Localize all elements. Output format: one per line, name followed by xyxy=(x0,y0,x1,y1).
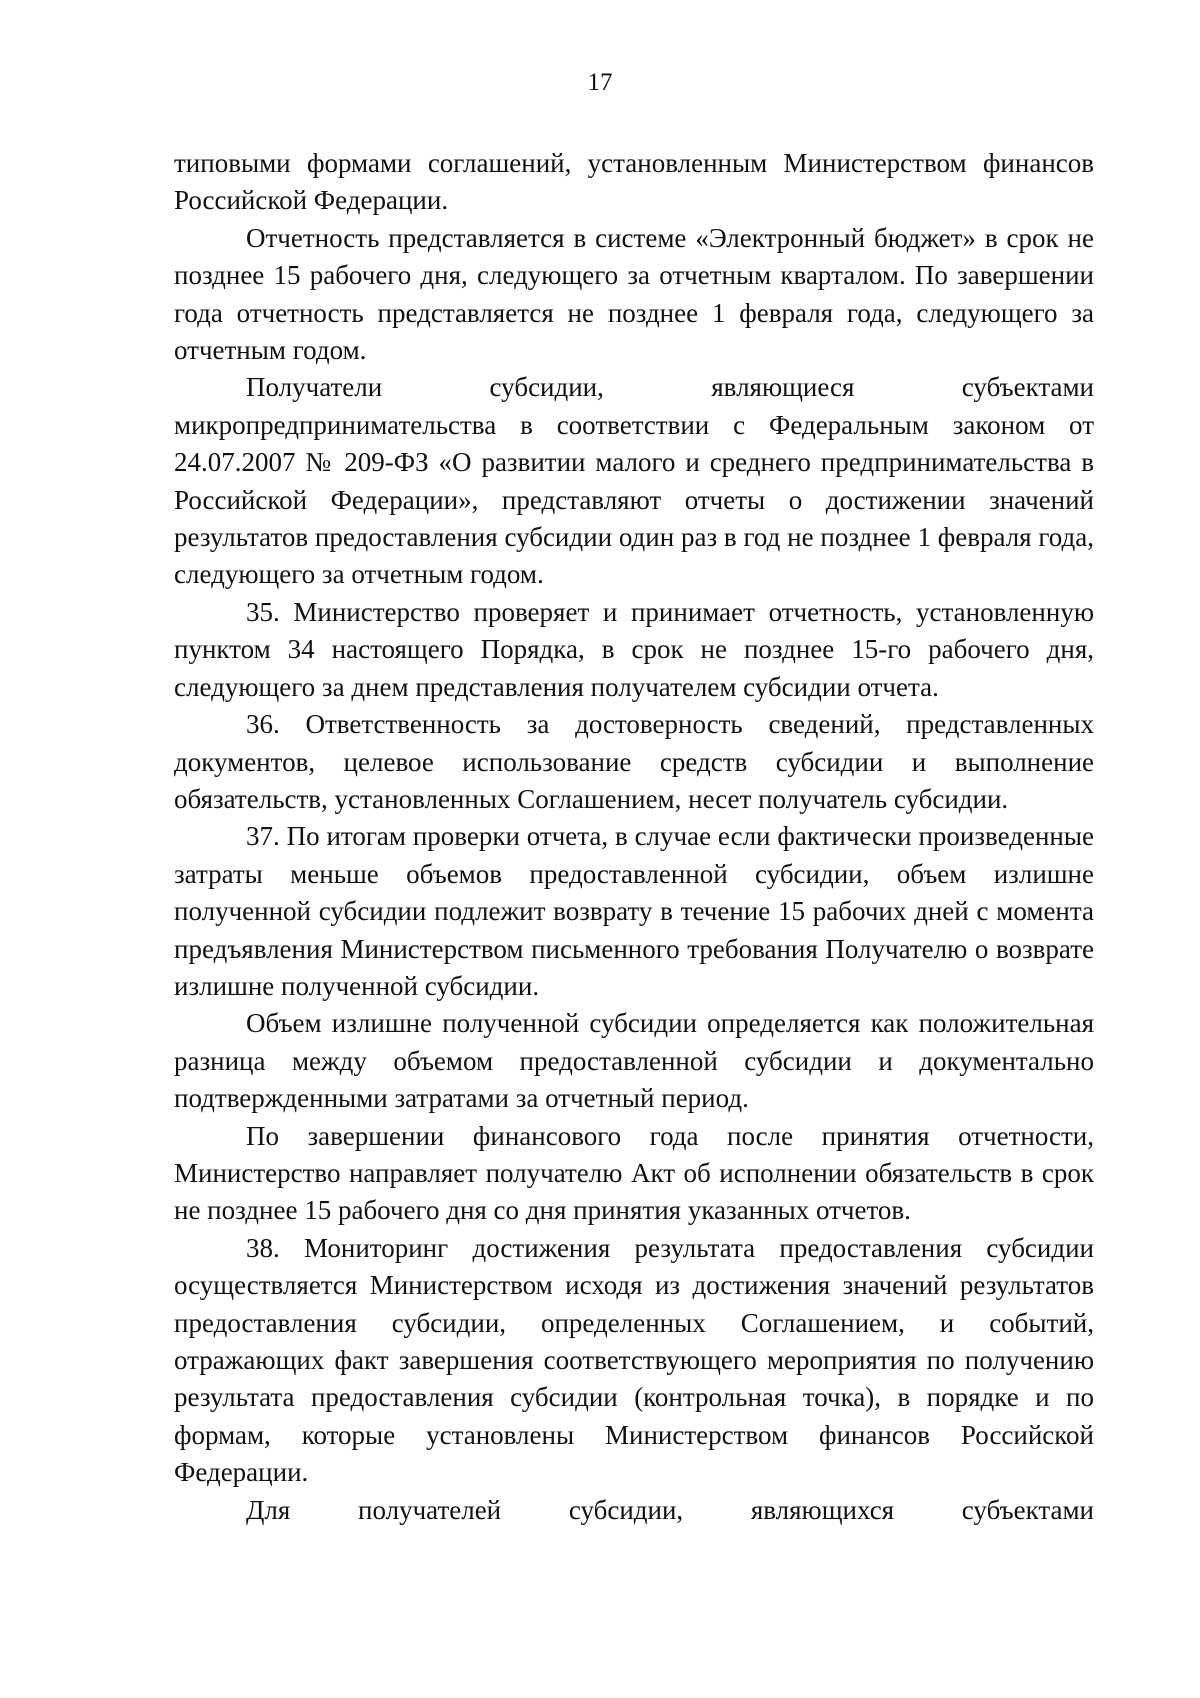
page-number: 17 xyxy=(587,69,613,96)
paragraph: 36. Ответственность за достоверность сведений, представленных документов, целевое использование средств субсидии и выполнение обязательств, установленных Соглашением, несет получатель субсидии. xyxy=(174,709,1094,814)
paragraph: По завершении финансового года после принятия отчетности, Министерство направляет получателю Акт об исполнении обязательств в срок не позднее 15 рабочего дня со дня принятия указанных отчетов. xyxy=(174,1120,1094,1226)
paragraph: Отчетность представляется в системе «Электронный бюджет» в срок не позднее 15 рабочего дня, следующего за отчетным кварталом. По завершении года отчетность представляется не позднее 1 февраля года, следующего за отчетным годом. xyxy=(174,222,1094,366)
document-body xyxy=(174,145,1094,1529)
paragraph: Объем излишне полученной субсидии определяется как положительная разница между объемом предоставленной субсидии и документально подтвержденными затратами за отчетный период. xyxy=(174,1008,1094,1114)
paragraph: типовыми формами соглашений, установленным Министерством финансов Российской Федерации. xyxy=(174,148,1094,216)
paragraph: Для получателей субсидии, являющихся субъектами xyxy=(246,1494,1094,1525)
paragraph: 35. Министерство проверяет и принимает отчетность, установленную пунктом 34 настоящего Порядка, в срок не позднее 15-го рабочего дня, следующего за днем представления получателем субсидии отчета. xyxy=(174,596,1094,702)
paragraph: 37. По итогам проверки отчета, в случае если фактически произведенные затраты меньше объемов предоставленной субсидии, объем излишне полученной субсидии подлежит возврату в течение 15 рабочих дней с момента предъявления Министерством письменного требования Получателю о возврате излишне полученной субсидии. xyxy=(174,821,1094,1001)
paragraph: 38. Мониторинг достижения результата предоставления субсидии осуществляется Министерством исходя из достижения значений результатов предоставления субсидии, определенных Соглашением, и событий, отражающих факт завершения соответствующего мероприятия по получению результата предоставления субсидии (контрольная точка), в порядке и по формам, которые установлены Министерством финансов Российской Федерации. xyxy=(174,1232,1094,1488)
paragraph: Получатели субсидии, являющиеся субъектами микропредпринимательства в соответствии с Федеральным законом от 24.07.2007 № 209-ФЗ «О развитии малого и среднего предпринимательства в Российской Федерации», представляют отчеты о достижении значений результатов предоставления субсидии один раз в год не позднее 1 февраля года, следующего за отчетным годом. xyxy=(174,372,1094,590)
